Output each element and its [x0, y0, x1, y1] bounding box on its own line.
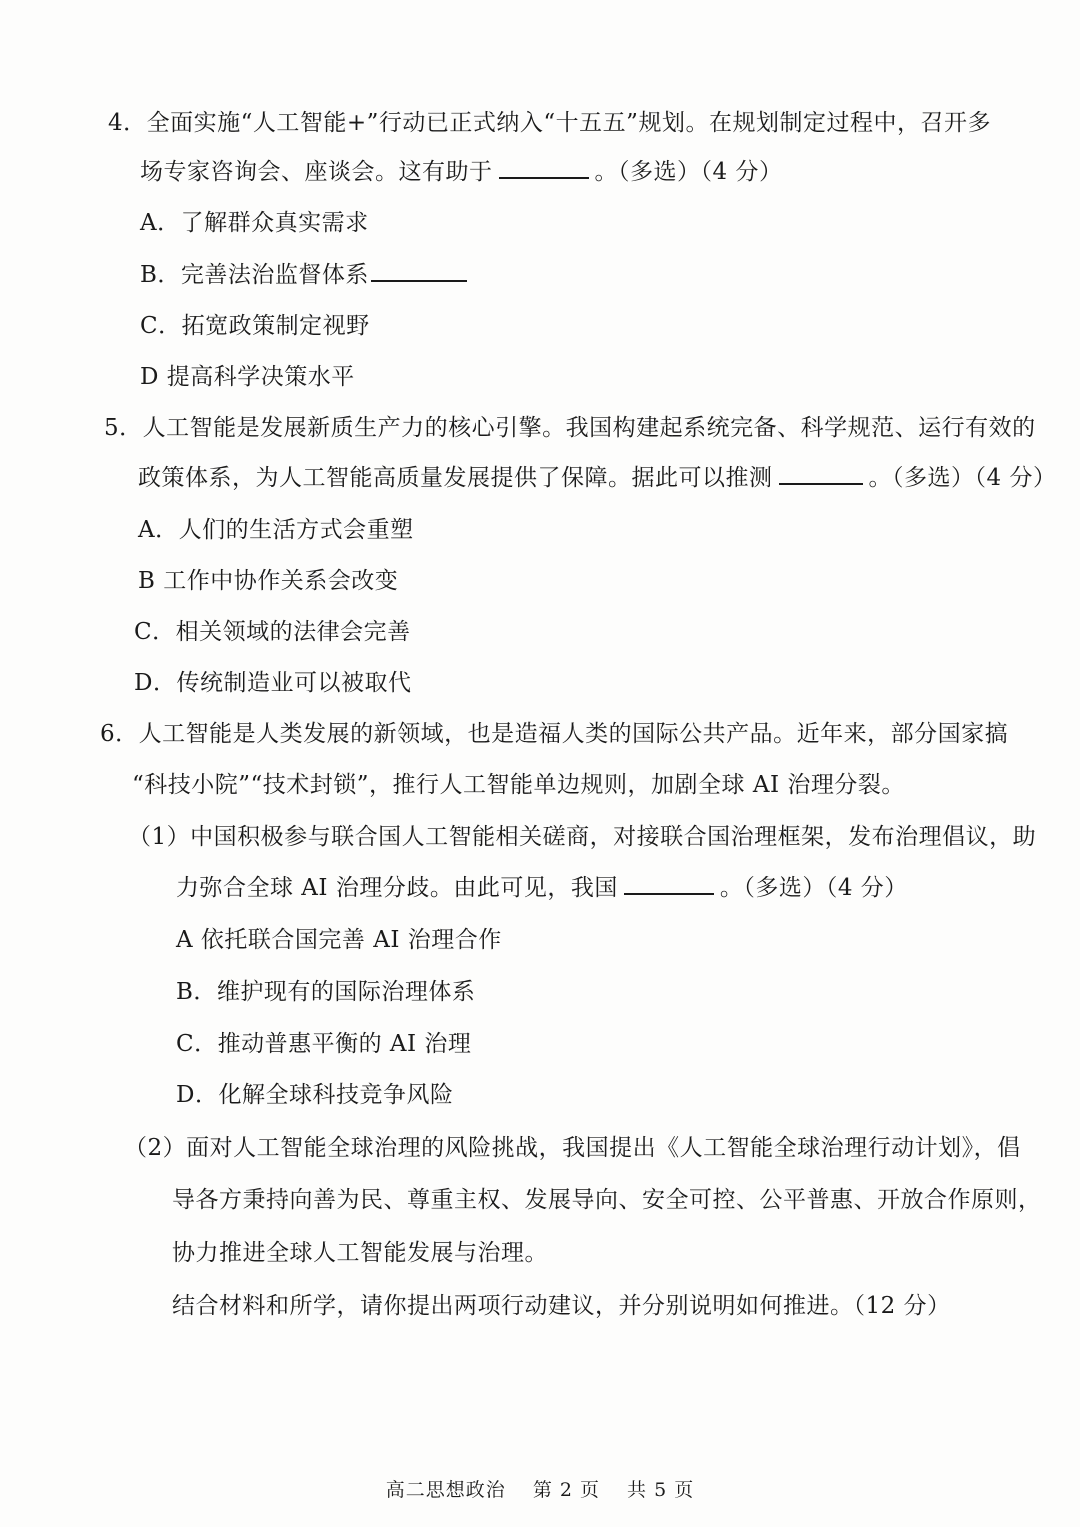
q4-stem-after-blank: 。（多选）（4 分） — [594, 159, 783, 185]
q5-stem-line2 — [138, 463, 1056, 493]
q6-sub1-option-b: B．维护现有的国际治理体系 — [176, 979, 476, 1005]
q6-sub2-line2: 导各方秉持向善为民、尊重主权、发展导向、安全可控、公平普惠、开放合作原则， — [172, 1187, 1042, 1213]
q6-sub1-option-a: A 依托联合国完善 AI 治理合作 — [176, 927, 502, 953]
q5-stem-before-blank: 政策体系，为人工智能高质量发展提供了保障。据此可以推测 — [138, 465, 773, 491]
q5-option-d: D．传统制造业可以被取代 — [134, 670, 412, 696]
q6-sub1-after-blank: 。（多选）（4 分） — [719, 875, 908, 901]
q4-answer-blank — [499, 157, 589, 179]
footer-page-number: 第 2 页 — [532, 1479, 600, 1501]
q4-stem-before-blank: 场专家咨询会、座谈会。这有助于 — [140, 159, 493, 185]
q6-sub2-line3: 协力推进全球人工智能发展与治理。 — [172, 1240, 548, 1266]
q6-sub1-answer-blank — [624, 873, 714, 895]
q4-option-b-text: B．完善法治监督体系 — [140, 262, 369, 288]
q5-stem-line1: 5．人工智能是发展新质生产力的核心引擎。我国构建起系统完备、科学规范、运行有效的 — [104, 415, 1036, 441]
q6-sub1-line2 — [176, 873, 908, 903]
q5-answer-blank — [779, 463, 863, 485]
q5-option-a: A．人们的生活方式会重塑 — [138, 517, 414, 543]
q4-option-d: D 提高科学决策水平 — [140, 364, 355, 390]
q6-sub2-line4: 结合材料和所学，请你提出两项行动建议，并分别说明如何推进。（12 分） — [172, 1293, 951, 1319]
page-footer — [0, 1477, 1080, 1503]
q6-sub2-line1: （2）面对人工智能全球治理的风险挑战，我国提出《人工智能全球治理行动计划》，倡 — [124, 1135, 1021, 1161]
q6-sub1-before-blank: 力弥合全球 AI 治理分歧。由此可见，我国 — [176, 875, 618, 901]
footer-total-pages: 共 5 页 — [627, 1479, 695, 1501]
q6-stem-line2: “科技小院”“技术封锁”，推行人工智能单边规则，加剧全球 AI 治理分裂。 — [132, 772, 905, 798]
handwritten-underline — [371, 262, 467, 282]
q5-stem-after-blank: 。（多选）（4 分） — [868, 465, 1057, 491]
footer-subject: 高二思想政治 — [385, 1479, 506, 1501]
q6-sub1-option-c: C．推动普惠平衡的 AI 治理 — [176, 1031, 472, 1057]
q6-sub1-option-d: D．化解全球科技竞争风险 — [176, 1082, 454, 1108]
q6-stem-line1: 6．人工智能是人类发展的新领域，也是造福人类的国际公共产品。近年来，部分国家搞 — [100, 721, 1009, 747]
q4-stem-line1: 4．全面实施“人工智能+”行动已正式纳入“十五五”规划。在规划制定过程中，召开多 — [108, 110, 991, 136]
q4-option-c: C．拓宽政策制定视野 — [140, 313, 370, 339]
q4-option-b — [140, 260, 467, 290]
q5-option-b: B 工作中协作关系会改变 — [138, 568, 399, 594]
q4-stem-line2 — [140, 157, 782, 187]
q4-option-a: A．了解群众真实需求 — [140, 210, 369, 236]
q6-sub1-line1: （1）中国积极参与联合国人工智能相关磋商，对接联合国治理框架，发布治理倡议，助 — [128, 824, 1037, 850]
q5-option-c: C．相关领域的法律会完善 — [134, 619, 411, 645]
